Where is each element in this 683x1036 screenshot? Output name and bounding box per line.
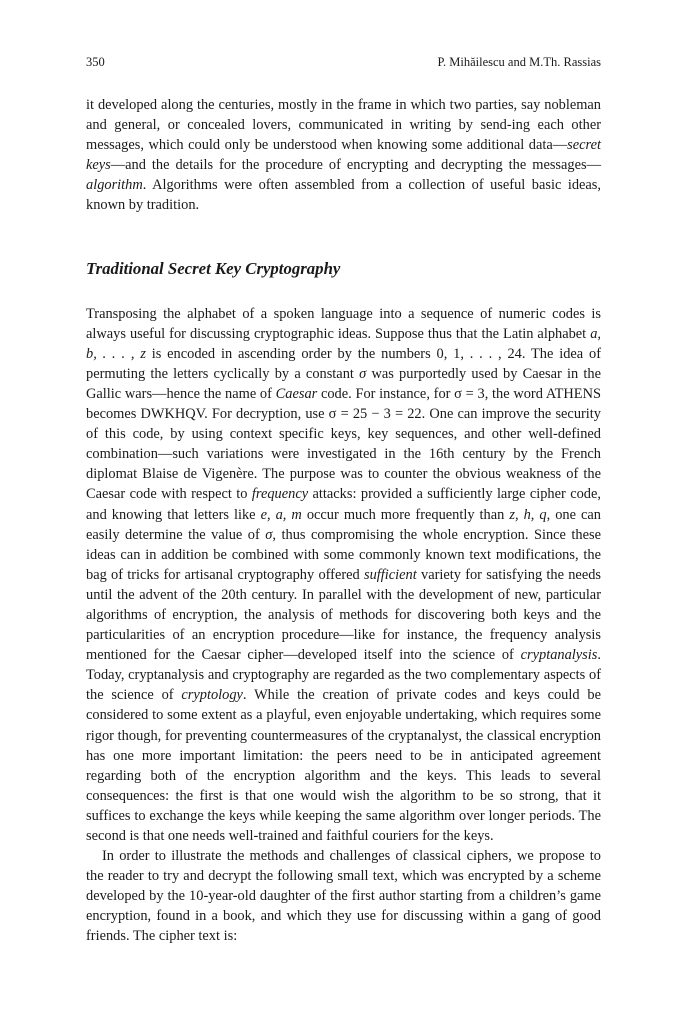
- text-run: it developed along the centuries, mostly in the frame in which two parties, say nobleman and general, or concealed lovers, communicated in writing by send-ing each other messages, which could only be understood when knowing some additional data—: [86, 97, 601, 154]
- emphasis-caesar: Caesar: [275, 385, 318, 402]
- text-run: attacks: provided a sufficiently large cipher code, and knowing that letters like: [86, 486, 601, 523]
- text-run: . Today, cryptanalysis and cryptography are regarded as the two complementary aspects of the science of: [86, 647, 601, 704]
- math-sigma-3: σ = 3: [454, 385, 485, 402]
- math-sigma-22: σ = 25 − 3 = 22: [328, 406, 422, 423]
- math-sigma: σ: [359, 365, 367, 382]
- emphasis-algorithm: algorithm: [86, 177, 143, 194]
- math-sigma: σ: [265, 526, 273, 543]
- math-alphabet: a, b, . . . , z: [86, 325, 601, 362]
- text-run: . One can improve the security of this code, by using context specific keys, key sequences, and other well-defined combination—such variations were investigated in the 16th century by the French diplomat Blaise de Vigenère. The purpose was to counter the obvious weakness of the Caesar code with respect to: [86, 406, 602, 503]
- emphasis-frequency: frequency: [251, 486, 309, 503]
- text-run: . Algorithms were often assembled from a collection of useful basic ideas, known by tradition.: [86, 177, 601, 214]
- emphasis-cryptology: cryptology: [181, 687, 243, 704]
- text-run: variety for satisfying the needs until the advent of the 20th century. In parallel with the development of new, particular algorithms of encryption, the analysis of methods for discovering both keys and the particularities of an encryption procedure—like for instance, the frequency analysis mentioned for the Caesar cipher—developed itself into the science of: [86, 566, 602, 664]
- math-letters-zhq: z, h, q: [509, 506, 547, 523]
- text-run: , the word ATHENS becomes DWKHQV. For decryption, use: [86, 385, 601, 423]
- text-run: code. For instance, for: [317, 385, 455, 402]
- page-number: 350: [86, 55, 105, 69]
- text-run: . While the creation of private codes and keys could be considered to some extent as a playful, even enjoyable undertaking, which requires some rigor though, for preventing countermeasures of the cryptanalyst, the classical encryption has one more important limitation: the peers need to be in anticipated agreement regarding both of the encryption algorithm and the keys. This leads to several consequences: the first is that one would wish the algorithm to be so strong, that it suffices to exchange the keys while keeping the same algorithm over longer periods. The second is that one needs well-trained and faithful couriers for the keys.: [86, 687, 601, 844]
- text-run: occur much more frequently than: [301, 506, 510, 523]
- text-run: Transposing the alphabet of a spoken language into a sequence of numeric codes is always useful for discussing cryptographic ideas. Suppose thus that the Latin alphabet: [86, 305, 601, 342]
- math-letters-eam: e, a, m: [260, 506, 302, 523]
- section-title: Traditional Secret Key Cryptography: [86, 258, 341, 278]
- text-run: is encoded in ascending order by the numbers 0, 1, . . . , 24. The idea of permuting the letters cyclically by a constant: [86, 345, 601, 382]
- emphasis-cryptanalysis: cryptanalysis: [520, 647, 598, 664]
- page: [86, 54, 601, 947]
- text-run: In order to illustrate the methods and challenges of classical ciphers, we propose to the reader to try and decrypt the following small text, which was encrypted by a scheme developed by the 10-year-old daughter of the first author starting from a children’s game encryption, found in a book, and which they use for discussing within a gang of good friends. The cipher text is:: [86, 848, 601, 945]
- text-run: , thus compromising the whole encryption. Since these ideas can in addition be combined with some commonly known text modifications, the bag of tricks for artisanal cryptography offered: [86, 526, 601, 583]
- running-head-authors: P. Mihăilescu and M.Th. Rassias: [437, 55, 601, 69]
- text-run: , one can easily determine the value of: [86, 506, 602, 543]
- paragraph-cipher-intro: [86, 846, 601, 946]
- emphasis-secret-keys: secret keys: [86, 137, 601, 174]
- paragraph-intro: [86, 95, 601, 216]
- text-run: —and the details for the procedure of encrypting and decrypting the messages—: [110, 157, 601, 174]
- paragraph-caesar: [86, 304, 601, 847]
- running-head: [86, 54, 601, 70]
- text-run: was purportedly used by Caesar in the Gallic wars—hence the name of: [86, 365, 602, 402]
- emphasis-sufficient: sufficient: [363, 566, 417, 583]
